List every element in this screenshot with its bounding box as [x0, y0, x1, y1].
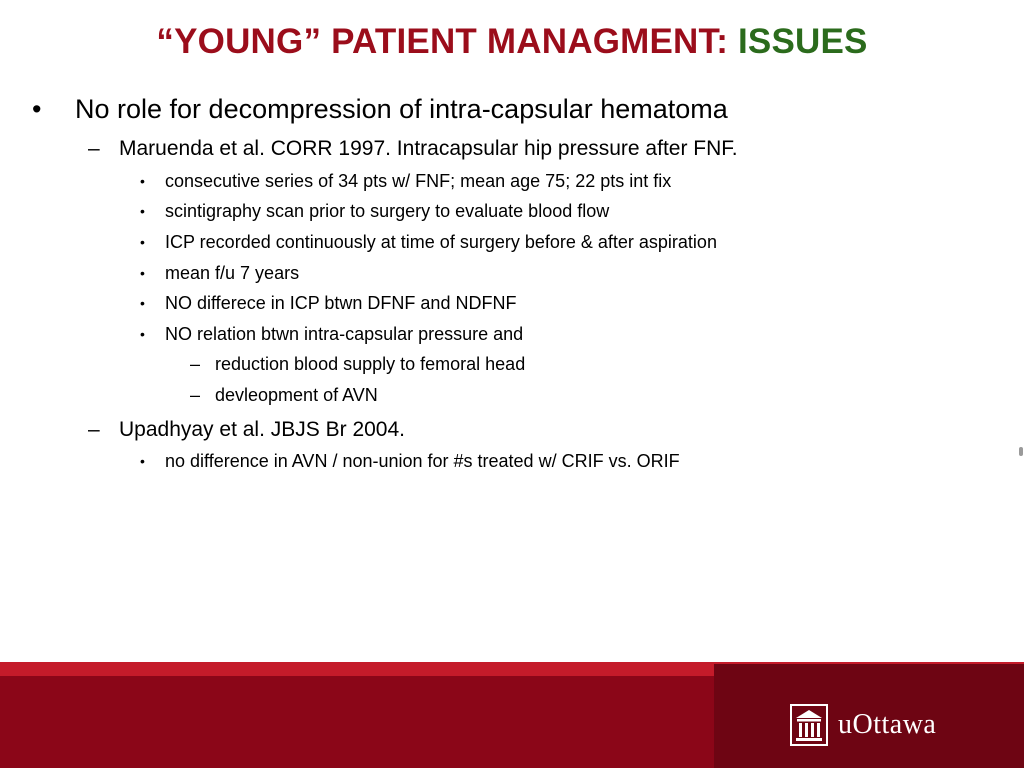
bullet-marker: • — [140, 203, 145, 219]
dash-marker: – — [88, 418, 100, 441]
dash-marker: – — [190, 354, 201, 374]
title-highlight: ISSUES — [738, 22, 868, 61]
edge-mark — [1019, 447, 1023, 456]
sub-bullet-text: NO relation btwn intra-capsular pressure and — [165, 324, 524, 344]
bullet-marker: • — [140, 453, 145, 469]
bullet-marker: • — [140, 326, 145, 342]
title-main: “YOUNG” PATIENT MANAGMENT: — [156, 22, 738, 61]
bullet-marker: • — [32, 94, 42, 124]
sub-bullet-text: NO differece in ICP btwn DFNF and NDFNF — [165, 293, 517, 313]
bullet-text: No role for decompression of intra-capsular hematoma — [75, 94, 728, 124]
logo-wordmark: uOttawa — [838, 709, 937, 740]
sub-bullet-text: mean f/u 7 years — [165, 263, 300, 283]
reference-text: Maruenda et al. CORR 1997. Intracapsular hip pressure after FNF. — [119, 137, 738, 160]
uottawa-logo — [790, 702, 936, 748]
sub-sub-text: devleopment of AVN — [215, 385, 378, 405]
dash-marker: – — [190, 385, 201, 405]
sub-bullet-text: consecutive series of 34 pts w/ FNF; mean age 75; 22 pts int fix — [165, 171, 672, 191]
bullet-marker: • — [140, 265, 145, 281]
bullet-marker: • — [140, 295, 145, 311]
sub-bullet-text: scintigraphy scan prior to surgery to evaluate blood flow — [165, 201, 610, 221]
sub-bullet-text: ICP recorded continuously at time of surgery before & after aspiration — [165, 232, 717, 252]
bullet-marker: • — [140, 234, 145, 250]
dash-marker: – — [88, 137, 100, 160]
sub-bullet-text: no difference in AVN / non-union for #s treated w/ CRIF vs. ORIF — [165, 451, 680, 471]
sub-sub-text: reduction blood supply to femoral head — [215, 354, 526, 374]
university-building-icon — [790, 704, 828, 746]
bullet-marker: • — [140, 173, 145, 189]
reference-text: Upadhyay et al. JBJS Br 2004. — [119, 418, 405, 441]
